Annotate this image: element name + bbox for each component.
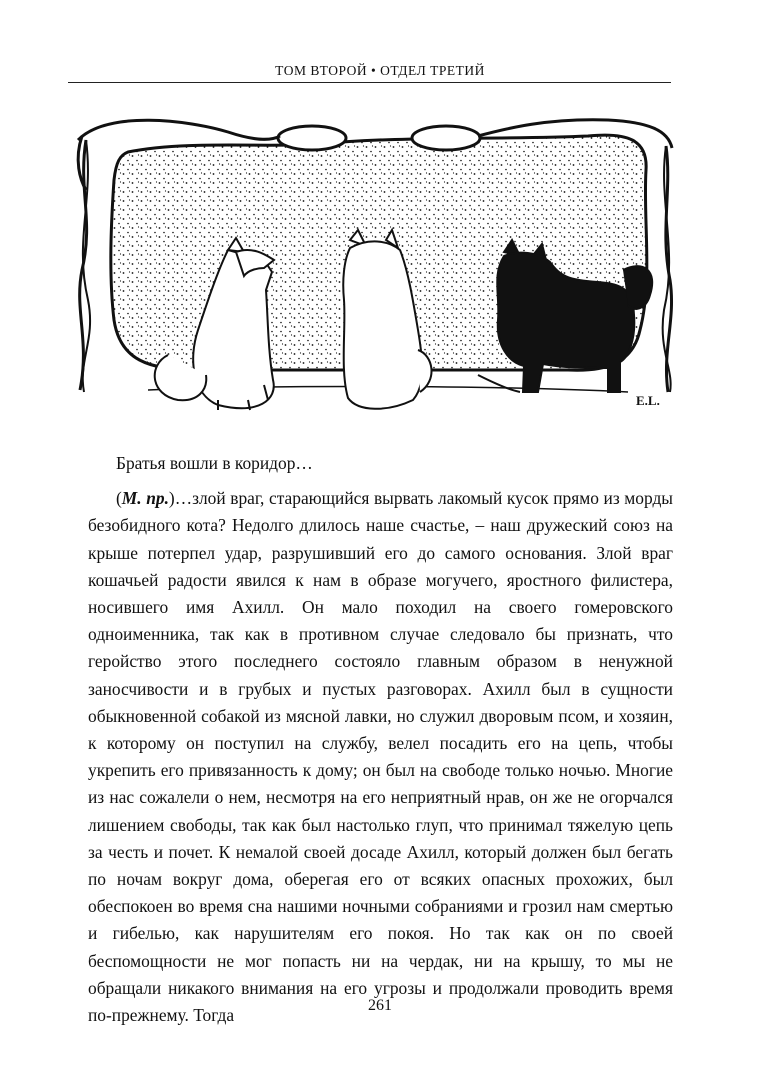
paragraph-1: Братья вошли в коридор… bbox=[116, 453, 313, 473]
running-head: ТОМ ВТОРОЙ • ОТДЕЛ ТРЕТИЙ bbox=[275, 63, 485, 78]
header-rule bbox=[68, 82, 671, 83]
paragraph-2-text: )…злой враг, старающийся вырвать лакомый кусок прямо из морды безобидного кота? Недолго длилось наше счастье, – наш дружеский союз на крыше потерпел удар, разрушивший его до самого основания. Злой враг кошачьей радости явился к нам в образе могучего, яростного филистера, носившего имя Ахилл. Он мало походил на своего гомеровского одноименника, так как в противном случае следовало бы признать, что геройство этого последнего состояло главным образом в ненужной заносчивости и в грубых и пустых разговорах. Ахилл был в сущности обыкновенной собакой из мясной лавки, но служил дворовым псом, и хозяин, к которому он поступил на службу, велел посадить его на цепь, чтобы укрепить его привязанность к дому; он был на свободе только ночью. Многие из нас сожалели о нем, несмотря на его неприятный нрав, он же не огорчался лишением свободы, так как был настолько глуп, что принимал тяжелую цепь за честь и почет. К немалой своей досаде Ахилл, который должен был бегать по ночам вокруг дома, оберегая его от всяких опасных прохожих, был обеспокоен во время сна нашими ночными собраниями и грозил нам смертью и гибелью, как нарушителям его покоя. Но так как он по своей беспомощности не мог попасть ни на чердак, ни на крышу, то мы не обращали никакого внимания на его угрозы и продолжали проводить время по-прежнему. Тогда bbox=[88, 488, 673, 1026]
illustration-signature: E.L. bbox=[636, 393, 660, 408]
ornament-ring-right bbox=[412, 126, 480, 150]
ornament-ring-left bbox=[278, 126, 346, 150]
paragraph-2 bbox=[88, 485, 673, 1029]
abbreviation: M. пр. bbox=[121, 488, 169, 509]
body-text bbox=[88, 450, 673, 1029]
page-number: 261 bbox=[368, 997, 392, 1014]
dogs-illustration bbox=[68, 100, 688, 420]
paren-open: ( bbox=[116, 488, 122, 509]
